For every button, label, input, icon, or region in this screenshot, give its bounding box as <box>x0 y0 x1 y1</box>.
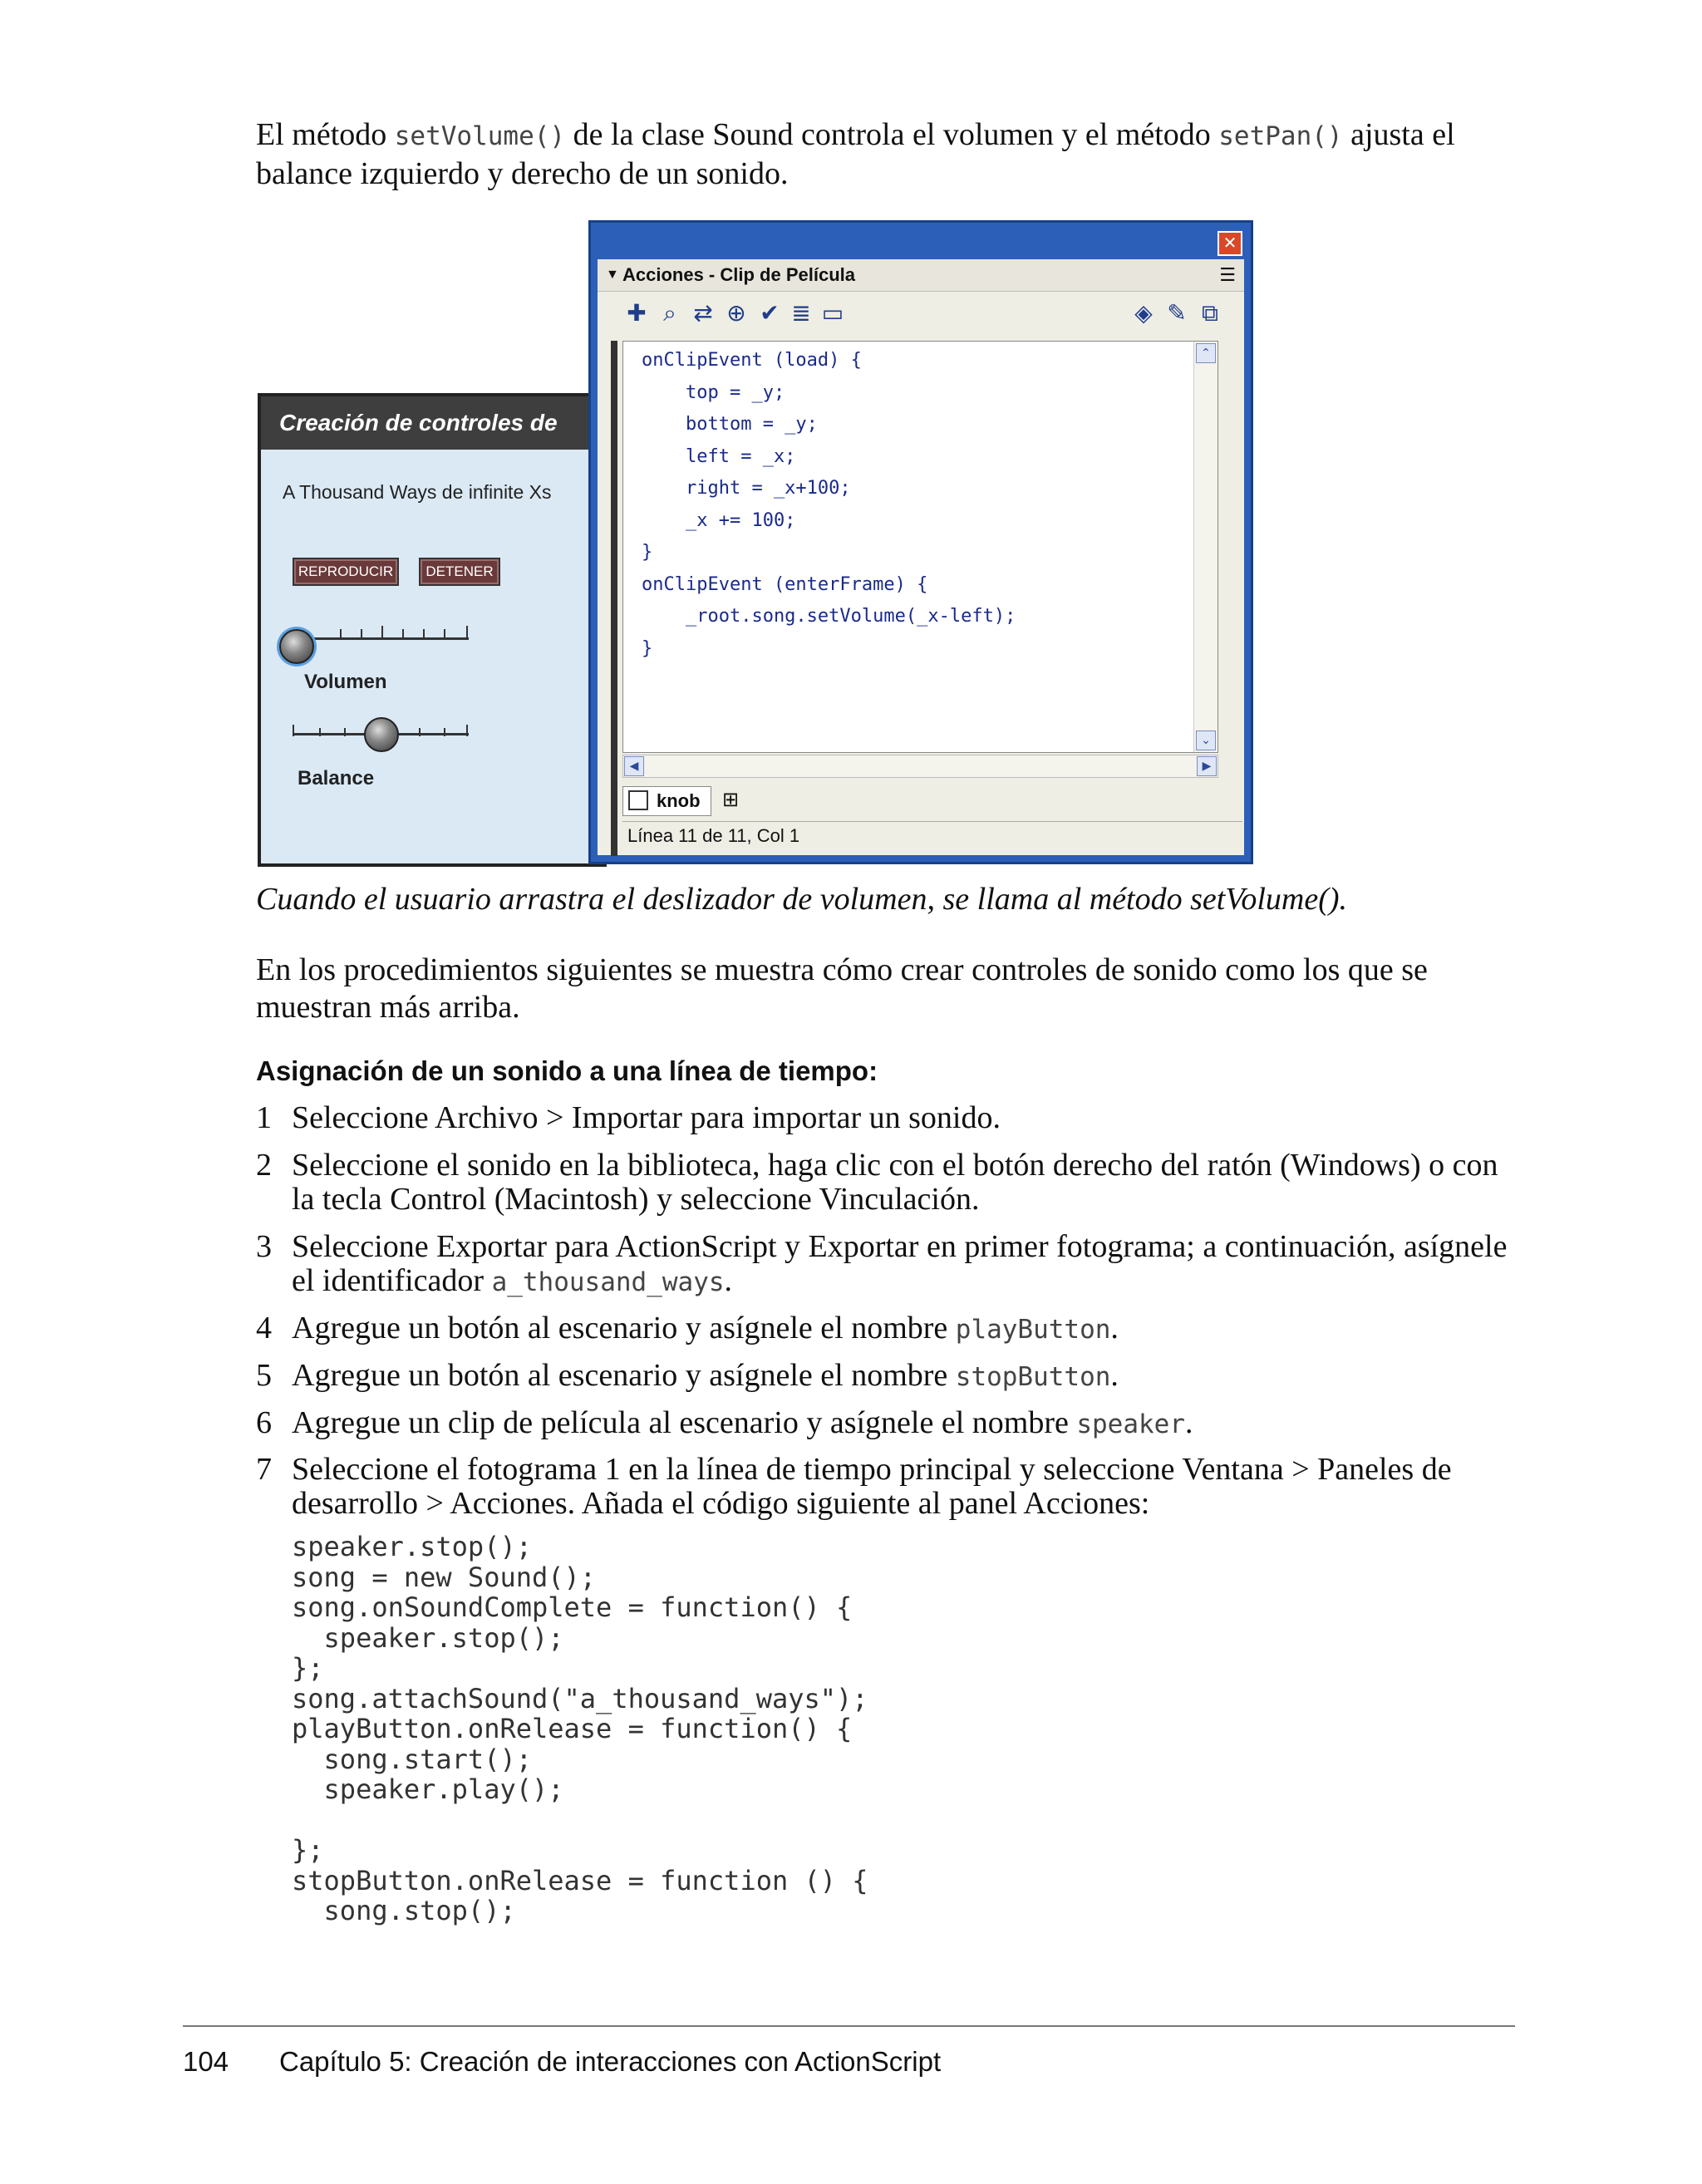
stop-button[interactable]: DETENER <box>419 558 500 586</box>
volume-tick <box>466 626 468 637</box>
view-options-icon[interactable]: ⧉ <box>1202 299 1218 327</box>
volume-slider-track <box>293 637 469 640</box>
movie-title: Creación de controles de <box>261 396 603 450</box>
procedures-paragraph: En los procedimientos siguientes se muestra cómo crear controles de sonido como los que se muestran más arriba. <box>256 952 1428 1025</box>
step-text: Seleccione Archivo > Importar para importar un sonido. <box>292 1100 1001 1135</box>
section-heading: Asignación de un sonido a una línea de tiempo: <box>256 1055 878 1086</box>
intro-text-2: de la clase Sound controla el volumen y el método <box>565 117 1219 152</box>
script-tab-label: knob <box>657 790 701 811</box>
volume-label: Volumen <box>304 671 387 693</box>
status-bar: Línea 11 de 11, Col 1 <box>622 821 1242 850</box>
script-line: onClipEvent (enterFrame) { <box>642 573 928 595</box>
script-line: right = _x+100; <box>642 478 851 499</box>
intro-text-3: ajusta el balance izquierdo y derecho de un sonido. <box>256 117 1455 191</box>
add-statement-icon[interactable]: ✚ <box>627 299 647 327</box>
step-number: 1 <box>256 1100 272 1135</box>
script-line: bottom = _y; <box>642 414 818 435</box>
panel-options-menu-icon[interactable]: ☰ <box>1219 264 1236 285</box>
movie-clip-icon <box>628 790 648 810</box>
step-number: 5 <box>256 1358 272 1393</box>
volume-knob[interactable] <box>279 629 314 664</box>
show-code-hint-icon[interactable]: ▭ <box>821 299 844 327</box>
volume-tick <box>381 626 383 637</box>
scroll-left-icon[interactable]: ◀ <box>624 756 644 776</box>
step-number: 4 <box>256 1311 272 1345</box>
insert-target-path-icon[interactable]: ⊕ <box>726 299 746 327</box>
step-number: 6 <box>256 1405 272 1440</box>
auto-format-icon[interactable]: ≣ <box>791 299 811 327</box>
volume-tick <box>444 629 445 637</box>
volume-tick <box>423 629 425 637</box>
vertical-scrollbar[interactable] <box>1193 342 1217 752</box>
script-code <box>623 342 1217 665</box>
code-block: speaker.stop(); song = new Sound(); song.onSoundComplete = function() { speaker.stop(); }; song.attachSound("a_thousand_ways"); playButton.onRelease = function() { song.start(); speaker.play(); }; stopButton.onRelease = function () { song.stop(); <box>292 1531 868 1926</box>
step-text-after: . <box>1110 1311 1119 1345</box>
movie-window <box>258 393 607 867</box>
script-line: _x += 100; <box>642 509 796 531</box>
play-button[interactable]: REPRODUCIR <box>293 558 399 586</box>
step-text: Agregue un botón al escenario y asígnele el nombre <box>292 1311 956 1345</box>
step-code: playButton <box>955 1315 1111 1345</box>
reference-icon[interactable]: ◈ <box>1134 299 1153 327</box>
intro-text-1: El método <box>256 117 395 152</box>
actions-panel-header[interactable] <box>598 259 1244 292</box>
step-number: 7 <box>256 1452 272 1487</box>
step-text: Agregue un botón al escenario y asígnele el nombre <box>292 1358 956 1393</box>
actions-panel <box>588 220 1253 864</box>
balance-tick <box>319 728 321 736</box>
collapse-triangle-icon[interactable]: ▼ <box>606 268 619 282</box>
volume-tick <box>340 629 342 637</box>
step-number: 2 <box>256 1148 272 1183</box>
step-code: a_thousand_ways <box>491 1267 725 1297</box>
intro-paragraph <box>256 116 1519 193</box>
panel-splitter[interactable] <box>611 341 617 856</box>
chapter-title: Capítulo 5: Creación de interacciones con ActionScript <box>279 2046 942 2077</box>
balance-tick <box>293 725 294 736</box>
balance-tick <box>344 728 346 736</box>
script-line: } <box>642 637 653 659</box>
balance-knob[interactable] <box>364 717 399 752</box>
scroll-right-icon[interactable]: ▶ <box>1197 756 1217 776</box>
script-tab-knob[interactable] <box>622 786 711 816</box>
step-text: Agregue un clip de película al escenario y asígnele el nombre <box>292 1405 1077 1440</box>
balance-tick <box>466 725 468 736</box>
step-text: Seleccione el fotograma 1 en la línea de tiempo principal y seleccione Ventana > Paneles de desarrollo > Acciones. Añada el código siguiente al panel Acciones: <box>292 1452 1452 1521</box>
volume-tick <box>361 629 362 637</box>
check-syntax-icon[interactable]: ✔ <box>760 299 780 327</box>
actions-panel-title: Acciones - Clip de Película <box>622 264 855 285</box>
song-title: A Thousand Ways de infinite Xs <box>283 481 552 503</box>
step-text-after: . <box>724 1263 733 1298</box>
script-editor[interactable] <box>622 341 1218 753</box>
step-text-after: . <box>1110 1358 1119 1393</box>
actions-toolbar <box>598 294 1244 334</box>
screenshot-figure <box>258 220 1255 868</box>
close-icon[interactable]: ✕ <box>1217 231 1242 256</box>
script-line: left = _x; <box>642 445 796 467</box>
step-text-after: . <box>1185 1405 1193 1440</box>
balance-tick <box>444 728 445 736</box>
step-text: Seleccione el sonido en la biblioteca, haga clic con el botón derecho del ratón (Windows) o con la tecla Control (Macintosh) y seleccione Vinculación. <box>292 1148 1498 1217</box>
step-code: speaker <box>1076 1409 1185 1439</box>
horizontal-scrollbar[interactable] <box>622 755 1218 778</box>
step-number: 3 <box>256 1229 272 1264</box>
step-text: Seleccione Exportar para ActionScript y Exportar en primer fotograma; a continuación, asígnele el identificador <box>292 1229 1508 1298</box>
find-icon[interactable]: ⌕ <box>663 299 676 327</box>
figure-caption: Cuando el usuario arrastra el deslizador de volumen, se llama al método setVolume(). <box>256 882 1348 917</box>
scroll-up-icon[interactable]: ⌃ <box>1196 343 1216 363</box>
debug-options-icon[interactable]: ✎ <box>1167 299 1187 327</box>
intro-code-setvolume: setVolume() <box>394 121 566 151</box>
script-line: top = _y; <box>642 381 785 403</box>
script-line: _root.song.setVolume(_x-left); <box>642 606 1016 627</box>
footer-rule <box>183 2025 1515 2027</box>
balance-tick <box>419 728 421 736</box>
script-line: } <box>642 542 653 563</box>
page-number: 104 <box>183 2046 229 2077</box>
actions-panel-body <box>598 259 1244 855</box>
replace-icon[interactable]: ⇄ <box>693 299 713 327</box>
script-line: onClipEvent (load) { <box>642 350 862 371</box>
pin-script-icon[interactable]: ⊞ <box>722 789 740 811</box>
volume-tick <box>402 629 404 637</box>
balance-label: Balance <box>298 767 375 789</box>
step-code: stopButton <box>955 1362 1111 1392</box>
intro-code-setpan: setPan() <box>1218 121 1343 151</box>
scroll-down-icon[interactable]: ⌄ <box>1196 730 1216 750</box>
